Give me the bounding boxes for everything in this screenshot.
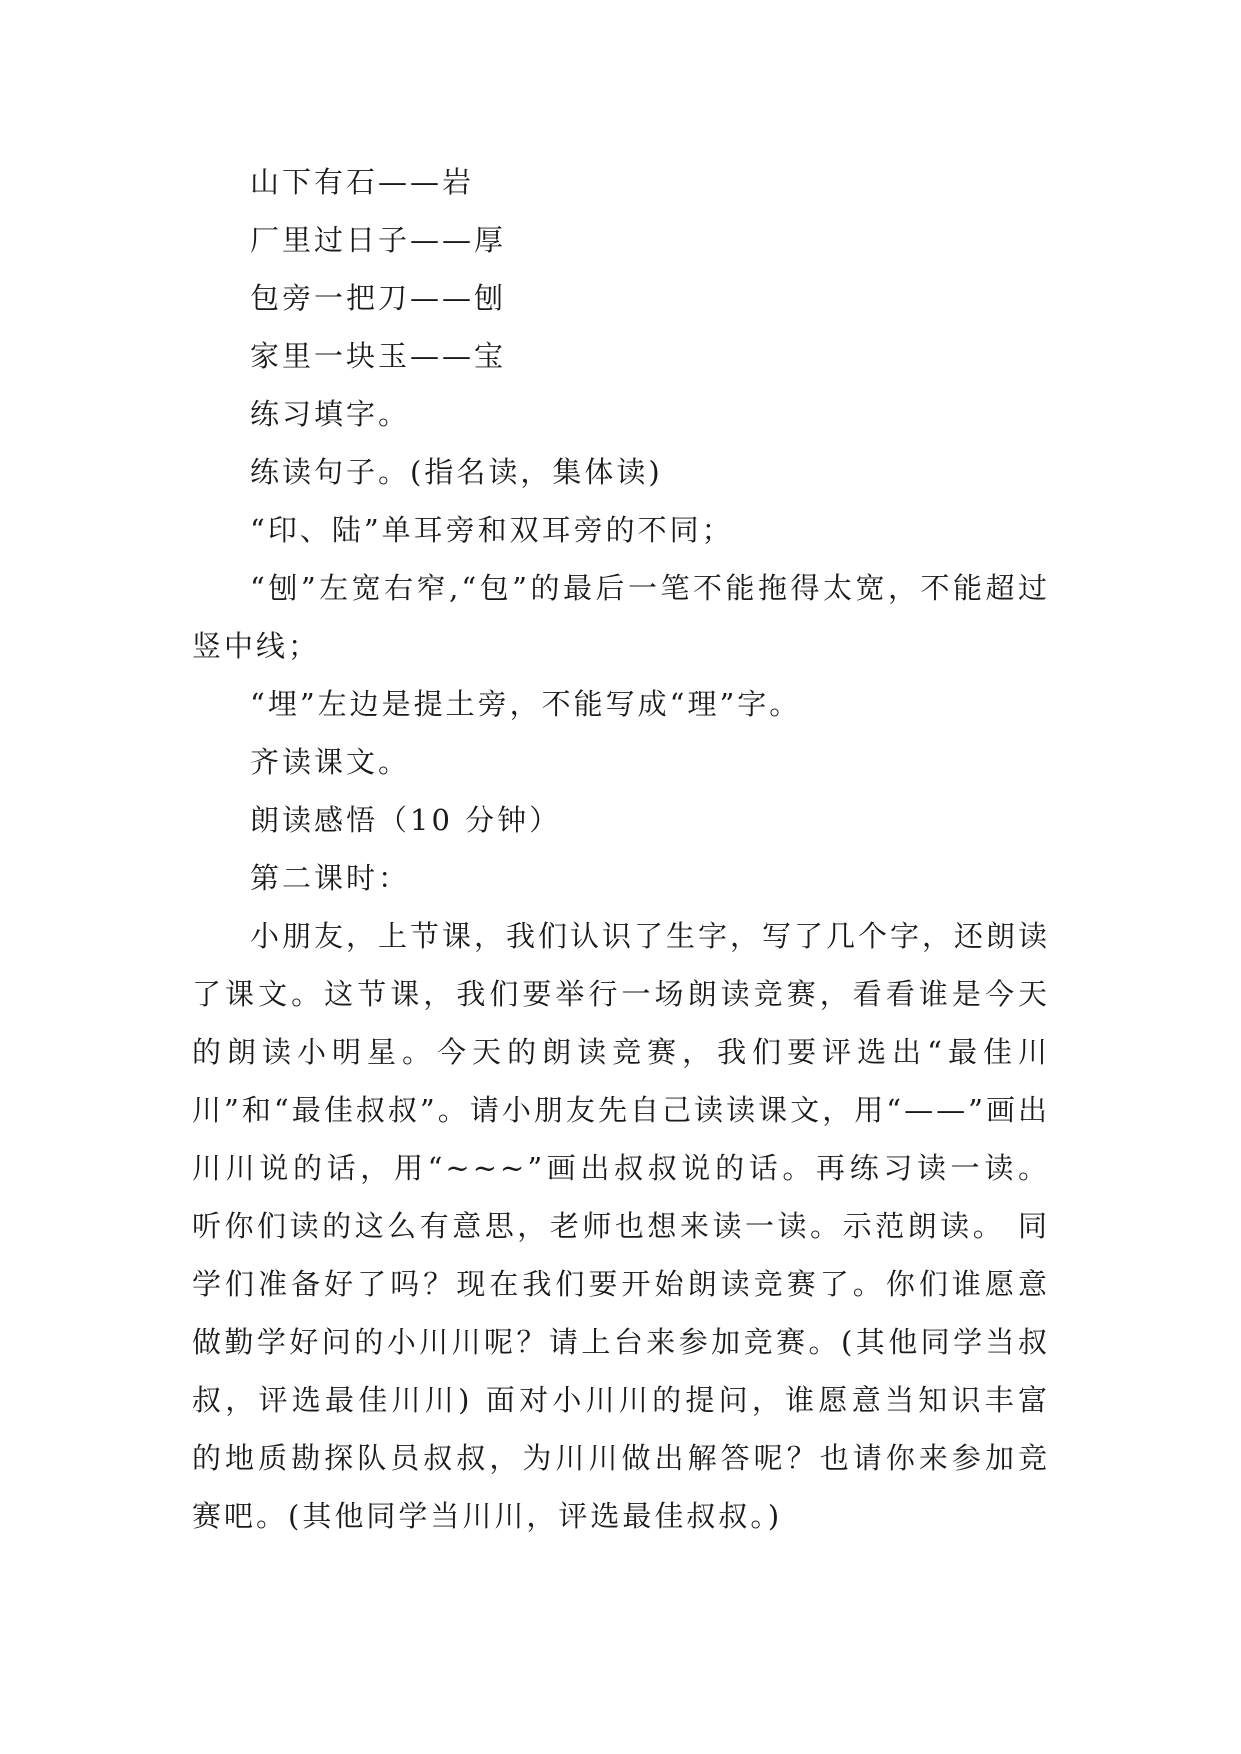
document-body (192, 153, 1050, 1545)
exercise-fill-words: 练习填字。 (250, 397, 411, 431)
note-pao-character: “刨”左宽右窄,“包”的最后一笔不能拖得太宽，不能超过竖中线； (192, 571, 1050, 663)
read-text-together: 齐读课文。 (250, 745, 411, 779)
note-ear-radical: “印、陆”单耳旁和双耳旁的不同； (250, 513, 734, 547)
second-lesson-heading: 第二课时： (250, 861, 411, 895)
riddle-line-hou: 厂里过日子——厚 (250, 223, 507, 257)
exercise-read-sentences: 练读句子。(指名读，集体读) (250, 455, 663, 489)
lesson-main-paragraph: 小朋友，上节课，我们认识了生字，写了几个字，还朗读了课文。这节课，我们要举行一场朗读竞赛，看看谁是今天的朗读小明星。今天的朗读竞赛，我们要评选出“最佳川川”和“最佳叔叔”。请小朋友先自己读读课文，用“——”画出川川说的话，用“~~~”画出叔叔说的话。再练习读一读。 听你们读的这么有意思，老师也想来读一读。示范朗读。 同学们准备好了吗？现在我们要开始朗读竞赛了。你们谁愿意做勤学好问的小川川呢？请上台来参加竞赛。(其他同学当叔叔，评选最佳川川) 面对小川川的提问，谁愿意当知识丰富的地质勘探队员叔叔，为川川做出解答呢？也请你来参加竞赛吧。(其他同学当川川，评选最佳叔叔。) (192, 919, 1051, 1533)
note-mai-character: “埋”左边是提土旁，不能写成“理”字。 (250, 687, 802, 721)
riddle-line-yan: 山下有石——岩 (250, 165, 475, 199)
riddle-line-bao: 家里一块玉——宝 (250, 339, 507, 373)
section-reading-heading: 朗读感悟（10 分钟） (250, 803, 562, 837)
riddle-line-pao: 包旁一把刀——刨 (250, 281, 507, 315)
